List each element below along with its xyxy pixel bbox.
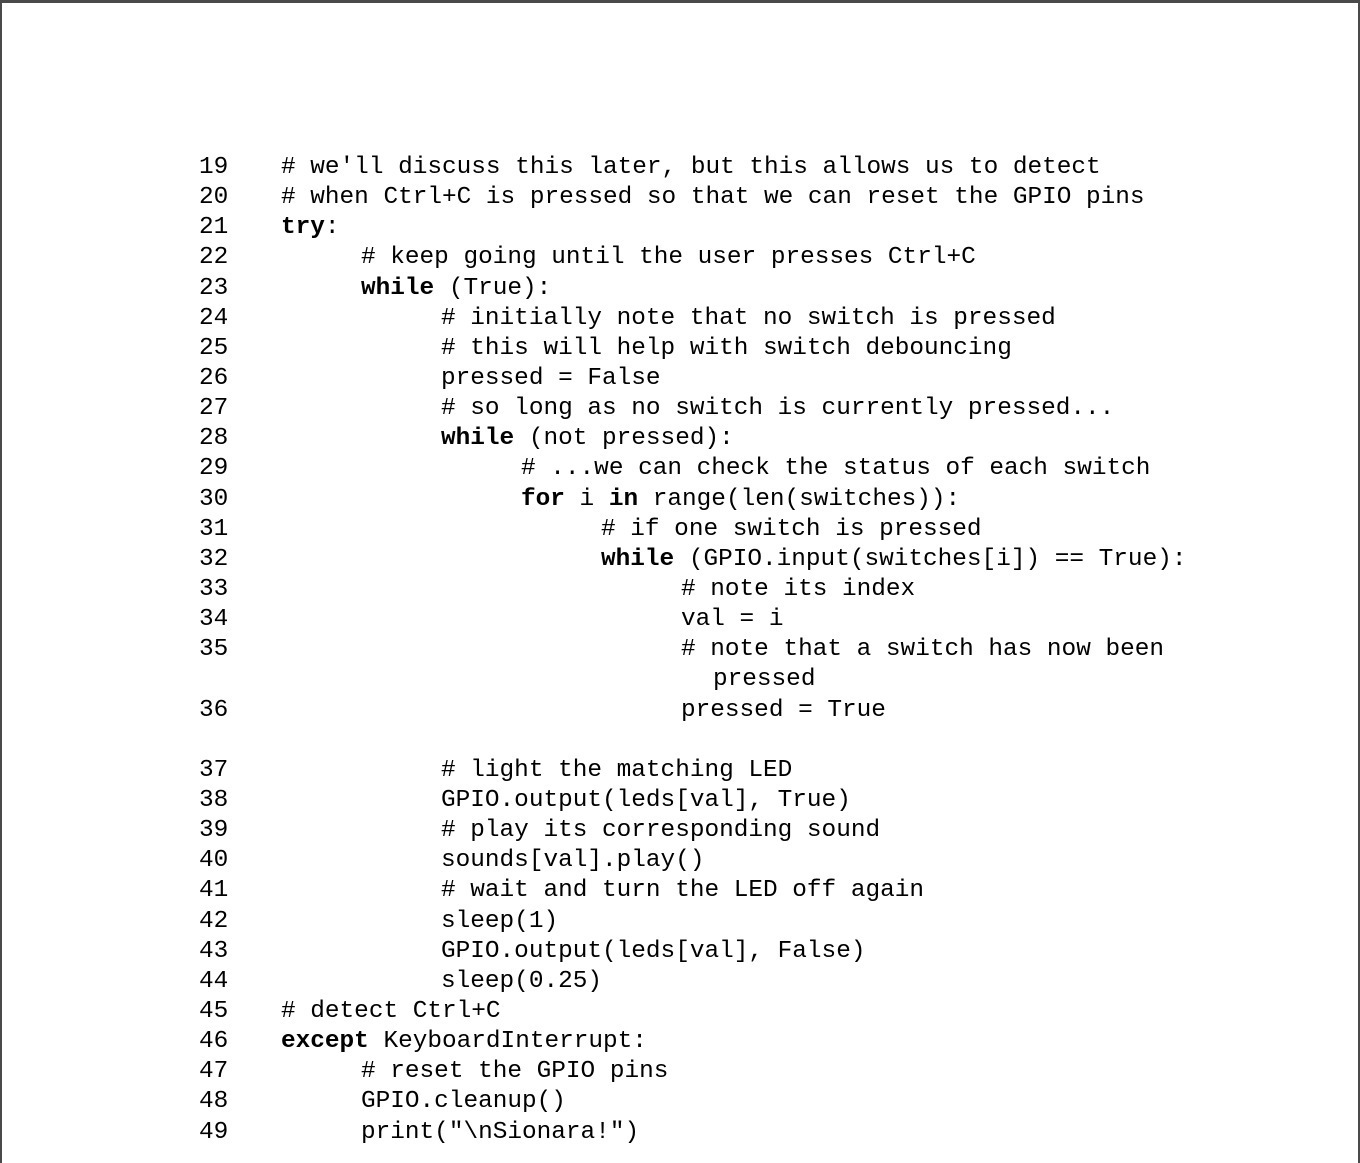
code-token: (GPIO.input(switches[i]) == True): [674,545,1187,573]
code-keyword: try [281,214,325,242]
code-text [361,274,551,304]
line-number: 37 [199,756,229,784]
code-text [601,515,982,545]
line-number: 46 [199,1028,229,1056]
line-number: 20 [199,184,229,212]
code-token: # keep going until the user presses Ctrl+C [361,244,976,272]
code-token: print("\nSionara!") [361,1118,640,1146]
code-token: GPIO.cleanup() [361,1088,566,1116]
line-number: 23 [199,274,229,302]
code-token: sounds[val].play() [441,847,705,875]
line-number: 32 [199,545,229,573]
line-number: 48 [199,1088,229,1116]
line-number: 36 [199,696,229,724]
line-number: 24 [199,304,229,332]
code-token: # this will help with switch debouncing [441,334,1012,362]
code-text [281,213,340,243]
code-token: i [564,485,609,513]
page-left-border [0,0,2,1163]
line-number: 27 [199,395,229,423]
code-text [441,967,602,997]
line-number: 39 [199,817,229,845]
code-token: val = i [681,606,784,634]
code-keyword: while [441,425,515,453]
code-text [281,997,501,1027]
code-text [441,394,1114,424]
line-number: 21 [199,214,229,242]
code-keyword: for [521,485,565,513]
line-number: 35 [199,636,229,664]
code-text [521,454,1150,484]
code-text [441,334,1012,364]
page-top-border [0,0,1360,3]
code-token: # play its corresponding sound [441,817,881,845]
code-token: # note that a switch has now been [681,636,1165,664]
code-text [681,696,886,726]
line-number: 25 [199,334,229,362]
code-text [361,243,976,273]
line-number: 22 [199,244,229,272]
code-token: # when Ctrl+C is pressed so that we can reset the GPIO pins [281,184,1145,212]
line-number: 43 [199,937,229,965]
code-token: # reset the GPIO pins [361,1058,669,1086]
code-text [441,364,661,394]
code-token: # wait and turn the LED off again [441,877,925,905]
code-text [681,605,783,635]
code-text [441,816,880,846]
code-text [441,937,865,967]
code-token: # light the matching LED [441,756,793,784]
code-text [441,876,924,906]
code-token: GPIO.output(leds[val], True) [441,786,851,814]
code-text [521,485,960,515]
code-text [441,756,792,786]
code-token: : [324,214,340,242]
line-number: 49 [199,1118,229,1146]
code-text [441,846,704,876]
code-token: pressed = True [681,696,886,724]
code-text [681,635,1164,665]
line-number: 45 [199,997,229,1025]
code-token: (True): [434,274,552,302]
line-number: 40 [199,847,229,875]
code-token: sleep(1) [441,907,559,935]
code-text [361,1057,668,1087]
code-token: pressed = False [441,364,661,392]
code-text [281,153,1101,183]
line-number: 47 [199,1058,229,1086]
code-token: GPIO.output(leds[val], False) [441,937,866,965]
code-text [441,304,1056,334]
code-text [441,786,851,816]
line-number: 31 [199,515,229,543]
code-token: # note its index [681,575,916,603]
code-token: # we'll discuss this later, but this allows us to detect [281,154,1101,181]
code-text [681,575,915,605]
code-text [713,665,815,695]
line-number: 29 [199,455,229,483]
code-text [441,424,734,454]
line-number: 42 [199,907,229,935]
code-token: KeyboardInterrupt: [368,1028,647,1056]
code-token: # initially note that no switch is pressed [441,304,1056,332]
code-text [361,1118,639,1148]
code-text [601,545,1186,575]
code-keyword: in [608,485,639,513]
code-token: (not pressed): [514,425,734,453]
line-number: 26 [199,364,229,392]
code-token: # detect Ctrl+C [281,997,501,1025]
line-number: 28 [199,425,229,453]
code-text [361,1087,566,1117]
line-number: 38 [199,786,229,814]
code-text [441,907,558,937]
code-keyword: except [281,1028,369,1056]
code-token: # ...we can check the status of each switch [521,455,1151,483]
code-token: # if one switch is pressed [601,515,982,543]
line-number: 33 [199,575,229,603]
line-number: 30 [199,485,229,513]
line-number: 19 [199,154,229,181]
line-number: 34 [199,606,229,634]
code-text [281,183,1145,213]
line-number: 44 [199,967,229,995]
code-token: pressed [713,666,816,694]
code-text [281,1027,647,1057]
code-keyword: while [601,545,675,573]
code-token: range(len(switches)): [638,485,961,513]
code-token: sleep(0.25) [441,967,603,995]
code-keyword: while [361,274,435,302]
line-number: 41 [199,877,229,905]
code-token: # so long as no switch is currently pressed... [441,395,1115,423]
